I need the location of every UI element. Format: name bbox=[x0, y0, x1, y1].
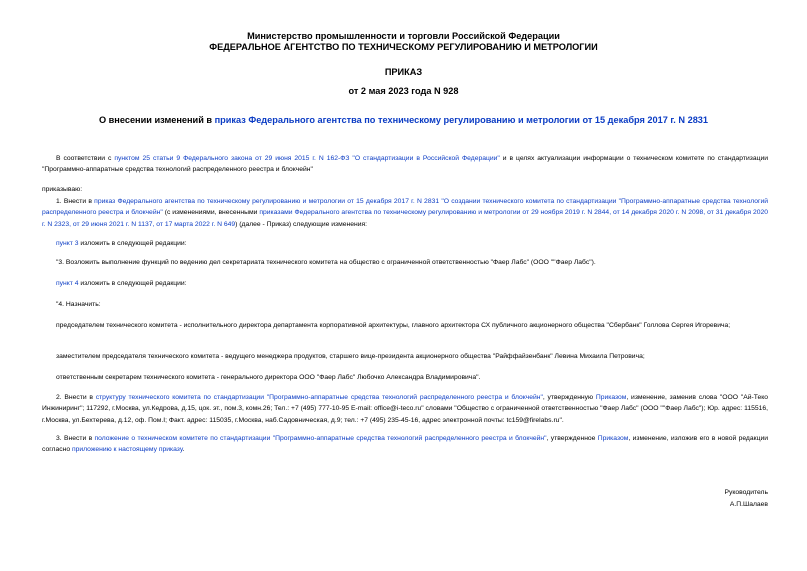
paragraph-clause-3-intro bbox=[56, 238, 187, 249]
paragraph-deputy: заместителем председателя технического комитета - ведущего менеджера продуктов, старшего вице-президента акционерного общества "Райффайзенбанк" Левина Михаила Петровича; bbox=[56, 353, 645, 360]
order-link[interactable]: Приказом bbox=[595, 394, 627, 401]
amending-orders-link[interactable]: приказами Федерального агентства по техническому регулированию и метрологии от 29 ноября 2019 г. N 2844, от 14 декабря 2020 г. N 2098, от 31 декабря 2020 г. N 2323, от 29 июня 2021 г. N 1137, от 17 марта 2022 г. N 649 bbox=[42, 209, 768, 228]
paragraph-chairman: председателем технического комитета - исполнительного директора департамента корпоративной архитектуры, главного архитектора СХ публичного акционерного общества "Сбербанк" Голлова Сергея Игоревича; bbox=[56, 322, 731, 329]
text-segment: и в целях актуализации информации о техническом комитете по стандартизации "Программно-аппаратные средства технологий распределенного реестра и блокчейн" bbox=[42, 155, 768, 174]
document-type: ПРИКАЗ bbox=[384, 67, 423, 77]
text-segment: 2. Внести в bbox=[56, 394, 96, 401]
text-segment: 3. Внести в bbox=[56, 435, 95, 442]
document-date-number: от 2 мая 2023 года N 928 bbox=[348, 86, 459, 96]
text-segment: ) (далее - Приказ) следующие изменения: bbox=[235, 220, 368, 228]
order-2831-link[interactable]: приказ Федерального агентства по техническому регулированию и метрологии от 15 декабря 2017 г. N 2831 "О создании технического комитета по стандартизации "Программно-аппаратные средства технологий распределенного реестра и блокчейн" bbox=[42, 198, 768, 217]
text-segment: , утвержденную bbox=[542, 394, 596, 401]
appendix-link[interactable]: приложению к настоящему приказу bbox=[71, 446, 183, 454]
ministry-name: Министерство промышленности и торговли Российской Федерации bbox=[247, 31, 560, 41]
order-link[interactable]: Приказом bbox=[597, 435, 629, 442]
text-segment: В соответствии с bbox=[56, 155, 115, 162]
text-segment: . bbox=[182, 446, 185, 454]
paragraph-secretary: ответственным секретарем технического комитета - генерального директора ООО "Фаер Лабс" Любочко Александра Владимировича". bbox=[56, 374, 481, 381]
paragraph-3 bbox=[42, 433, 768, 456]
federal-law-link[interactable]: пунктом 25 статьи 9 Федерального закона от 29 июня 2015 г. N 162-ФЗ "О стандартизации в Российской Федерации" bbox=[114, 155, 500, 162]
signatory-block bbox=[725, 487, 769, 511]
document-title bbox=[0, 115, 807, 125]
paragraph-1 bbox=[42, 196, 768, 230]
signatory-position: Руководитель bbox=[724, 489, 768, 496]
text-segment: , утвержденное bbox=[546, 435, 598, 442]
text-segment: , изменение, изложив его в новой редакции согласно bbox=[42, 435, 768, 454]
text-segment: изложить в следующей редакции: bbox=[78, 280, 187, 287]
committee-regulation-link[interactable]: положение о техническом комитете по стандартизации "Программно-аппаратные средства технологий распределенного реестра и блокчейн" bbox=[94, 435, 547, 442]
clause-3-link[interactable]: пункт 3 bbox=[56, 240, 79, 247]
signatory-name: А.П.Шалаев bbox=[729, 501, 768, 508]
paragraph-2 bbox=[42, 392, 768, 426]
clause-4-link[interactable]: пункт 4 bbox=[56, 280, 79, 287]
title-prefix: О внесении изменений в bbox=[98, 115, 215, 125]
committee-structure-link[interactable]: структуру технического комитета по стандартизации "Программно-аппаратные средства технологий распределенного реестра и блокчейн" bbox=[95, 394, 543, 401]
text-segment: (с изменениями, внесенными bbox=[162, 209, 260, 217]
paragraph-clause-4-text: "4. Назначить: bbox=[56, 301, 101, 308]
text-segment: изложить в следующей редакции: bbox=[78, 240, 187, 247]
text-segment: 1. Внести в bbox=[56, 198, 95, 205]
paragraph-clause-3-text: "3. Возложить выполнение функций по ведению дел секретариата технического комитета на общество с ограниченной ответственностью "Фаер Лабс" (ООО ""Фаер Лабс"). bbox=[56, 259, 596, 266]
paragraph-basis bbox=[42, 153, 768, 176]
paragraph-clause-4-intro bbox=[56, 278, 187, 289]
agency-name: ФЕДЕРАЛЬНОЕ АГЕНТСТВО ПО ТЕХНИЧЕСКОМУ РЕГУЛИРОВАНИЮ И МЕТРОЛОГИИ bbox=[209, 42, 598, 52]
order-word: приказываю: bbox=[42, 186, 83, 193]
title-order-link[interactable]: приказ Федерального агентства по техническому регулированию и метрологии от 15 декабря 2017 г. N 2831 bbox=[214, 115, 709, 125]
text-segment: , изменение, заменив слова "ООО "Ай-Теко Инжиниринг"; 117292, г.Москва, ул.Кедрова, д.15, цок. эт., пом.3, комн.26; Тел.: +7 (495) 777-10-95 E-mail: office@i-teco.ru" словами "Общество с ограниченной ответственностью "Фаер Лабс" (ООО ""Фаер Лабс"); Юр. адрес: 115516, г.Москва, ул.Бехтерева, д.12, оф. Пом.I; Факт. адрес: 115035, г.Москва, наб.Садовническая, д.9; тел.: +7 (495) 235-45-16, адрес электронной почты: tc159@firelabs.ru". bbox=[42, 394, 769, 424]
